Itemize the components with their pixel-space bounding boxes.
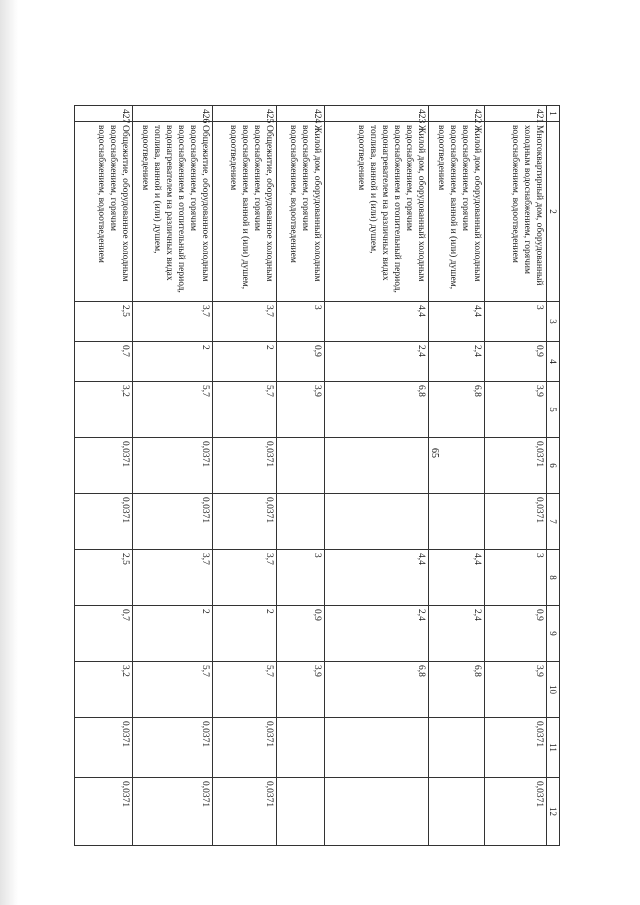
row-number-cell: 426	[133, 106, 213, 122]
value-cell	[429, 778, 485, 846]
header-cell: 7	[547, 494, 560, 550]
value-cell: 2	[213, 342, 277, 382]
value-cell: 3,9	[277, 382, 325, 438]
row-number-cell: 422	[429, 106, 485, 122]
value-cell: 0,0371	[133, 438, 213, 494]
value-cell: 0,7	[75, 342, 133, 382]
header-cell: 10	[547, 662, 560, 718]
value-cell: 5,7	[213, 382, 277, 438]
value-cell	[429, 718, 485, 778]
value-cell: 3,2	[75, 662, 133, 718]
value-cell	[277, 494, 325, 550]
header-cell: 9	[547, 606, 560, 662]
page-number: 65	[429, 448, 440, 458]
value-cell: 3,9	[277, 662, 325, 718]
value-cell: 5,7	[133, 662, 213, 718]
value-cell	[277, 718, 325, 778]
description-cell: Общежитие, оборудованное холодным водоснабжением, горячим водоснабжением, водоотведением	[75, 122, 133, 302]
value-cell: 0,0371	[213, 494, 277, 550]
value-cell: 0,0371	[75, 778, 133, 846]
value-cell: 0,9	[485, 342, 547, 382]
value-cell: 4,4	[429, 550, 485, 606]
value-cell: 3,9	[485, 382, 547, 438]
header-cell: 5	[547, 382, 560, 438]
table-row	[277, 106, 325, 846]
table-row	[75, 106, 133, 846]
value-cell: 3,2	[75, 382, 133, 438]
header-cell: 8	[547, 550, 560, 606]
header-cell: 4	[547, 342, 560, 382]
value-cell: 0,0371	[213, 718, 277, 778]
value-cell: 2,4	[429, 606, 485, 662]
value-cell: 3	[277, 550, 325, 606]
value-cell: 6,8	[325, 662, 429, 718]
value-cell: 0,0371	[213, 438, 277, 494]
description-cell: Жилой дом, оборудованный холодным водоснабжением, горячим водоснабжением в отопительный период, водонагревателем на различных видах топлива, ванной и (или) душем, водоотведением	[325, 122, 429, 302]
table-row	[213, 106, 277, 846]
value-cell: 2,5	[75, 550, 133, 606]
value-cell: 0,0371	[133, 718, 213, 778]
tariff-table	[74, 105, 560, 846]
value-cell: 2,4	[429, 342, 485, 382]
value-cell: 2,4	[325, 606, 429, 662]
table-row	[485, 106, 547, 846]
value-cell: 6,8	[429, 662, 485, 718]
value-cell: 0,7	[75, 606, 133, 662]
value-cell: 3,7	[213, 550, 277, 606]
value-cell: 2	[213, 606, 277, 662]
value-cell	[277, 778, 325, 846]
value-cell: 4,4	[429, 302, 485, 342]
value-cell	[429, 494, 485, 550]
value-cell: 2	[133, 342, 213, 382]
value-cell: 3,7	[213, 302, 277, 342]
value-cell: 2,5	[75, 302, 133, 342]
value-cell: 0,9	[277, 606, 325, 662]
value-cell	[325, 718, 429, 778]
description-cell: Общежитие, оборудованное холодным водоснабжением, горячим водоснабжением, ванной и (или) душем, водоотведением	[213, 122, 277, 302]
value-cell: 0,0371	[133, 494, 213, 550]
value-cell: 0,0371	[75, 494, 133, 550]
value-cell: 0,0371	[213, 778, 277, 846]
row-number-cell: 421	[485, 106, 547, 122]
value-cell: 4,4	[325, 302, 429, 342]
header-cell: 3	[547, 302, 560, 342]
value-cell: 3,9	[485, 662, 547, 718]
value-cell: 0,0371	[485, 438, 547, 494]
value-cell	[429, 438, 485, 494]
header-cell: 2	[547, 122, 560, 302]
header-cell: 1	[547, 106, 560, 122]
value-cell: 5,7	[213, 662, 277, 718]
value-cell: 3	[277, 302, 325, 342]
value-cell: 0,9	[277, 342, 325, 382]
value-cell: 0,0371	[75, 718, 133, 778]
value-cell: 0,0371	[485, 778, 547, 846]
table-row	[429, 106, 485, 846]
description-cell: Жилой дом, оборудованный холодным водоснабжением, горячим водоснабжением, водоотведением	[277, 122, 325, 302]
value-cell: 3,7	[133, 302, 213, 342]
scan-shadow	[0, 0, 18, 905]
value-cell: 3	[485, 302, 547, 342]
value-cell: 5,7	[133, 382, 213, 438]
value-cell: 6,8	[325, 382, 429, 438]
row-number-cell: 427	[75, 106, 133, 122]
value-cell: 4,4	[325, 550, 429, 606]
value-cell	[325, 494, 429, 550]
value-cell: 2	[133, 606, 213, 662]
header-cell: 11	[547, 718, 560, 778]
value-cell: 0,0371	[75, 438, 133, 494]
row-number-cell: 424	[277, 106, 325, 122]
value-cell: 3	[485, 550, 547, 606]
header-cell: 6	[547, 438, 560, 494]
description-cell: Многоквартирный дом, оборудованный холодным водоснабжением, горячим водоснабжением, водоотведением	[485, 122, 547, 302]
description-cell: Общежитие, оборудованное холодным водоснабжением, горячим водоснабжением в отопительный период, водонагревателем на различных видах топлива, ванной и (или) душем, водоотведением	[133, 122, 213, 302]
value-cell	[325, 438, 429, 494]
value-cell: 0,0371	[485, 718, 547, 778]
value-cell: 6,8	[429, 382, 485, 438]
value-cell: 2,4	[325, 342, 429, 382]
table-row	[133, 106, 213, 846]
value-cell: 0,0371	[133, 778, 213, 846]
value-cell: 0,0371	[485, 494, 547, 550]
value-cell	[325, 778, 429, 846]
header-row	[547, 106, 560, 846]
row-number-cell: 425	[213, 106, 277, 122]
value-cell: 3,7	[133, 550, 213, 606]
row-number-cell: 423	[325, 106, 429, 122]
header-cell: 12	[547, 778, 560, 846]
value-cell: 0,9	[485, 606, 547, 662]
rotated-table-container	[40, 105, 560, 845]
description-cell: Жилой дом, оборудованный холодным водоснабжением, горячим водоснабжением, ванной и (или) душем, водоотведением	[429, 122, 485, 302]
value-cell	[277, 438, 325, 494]
table-row	[325, 106, 429, 846]
